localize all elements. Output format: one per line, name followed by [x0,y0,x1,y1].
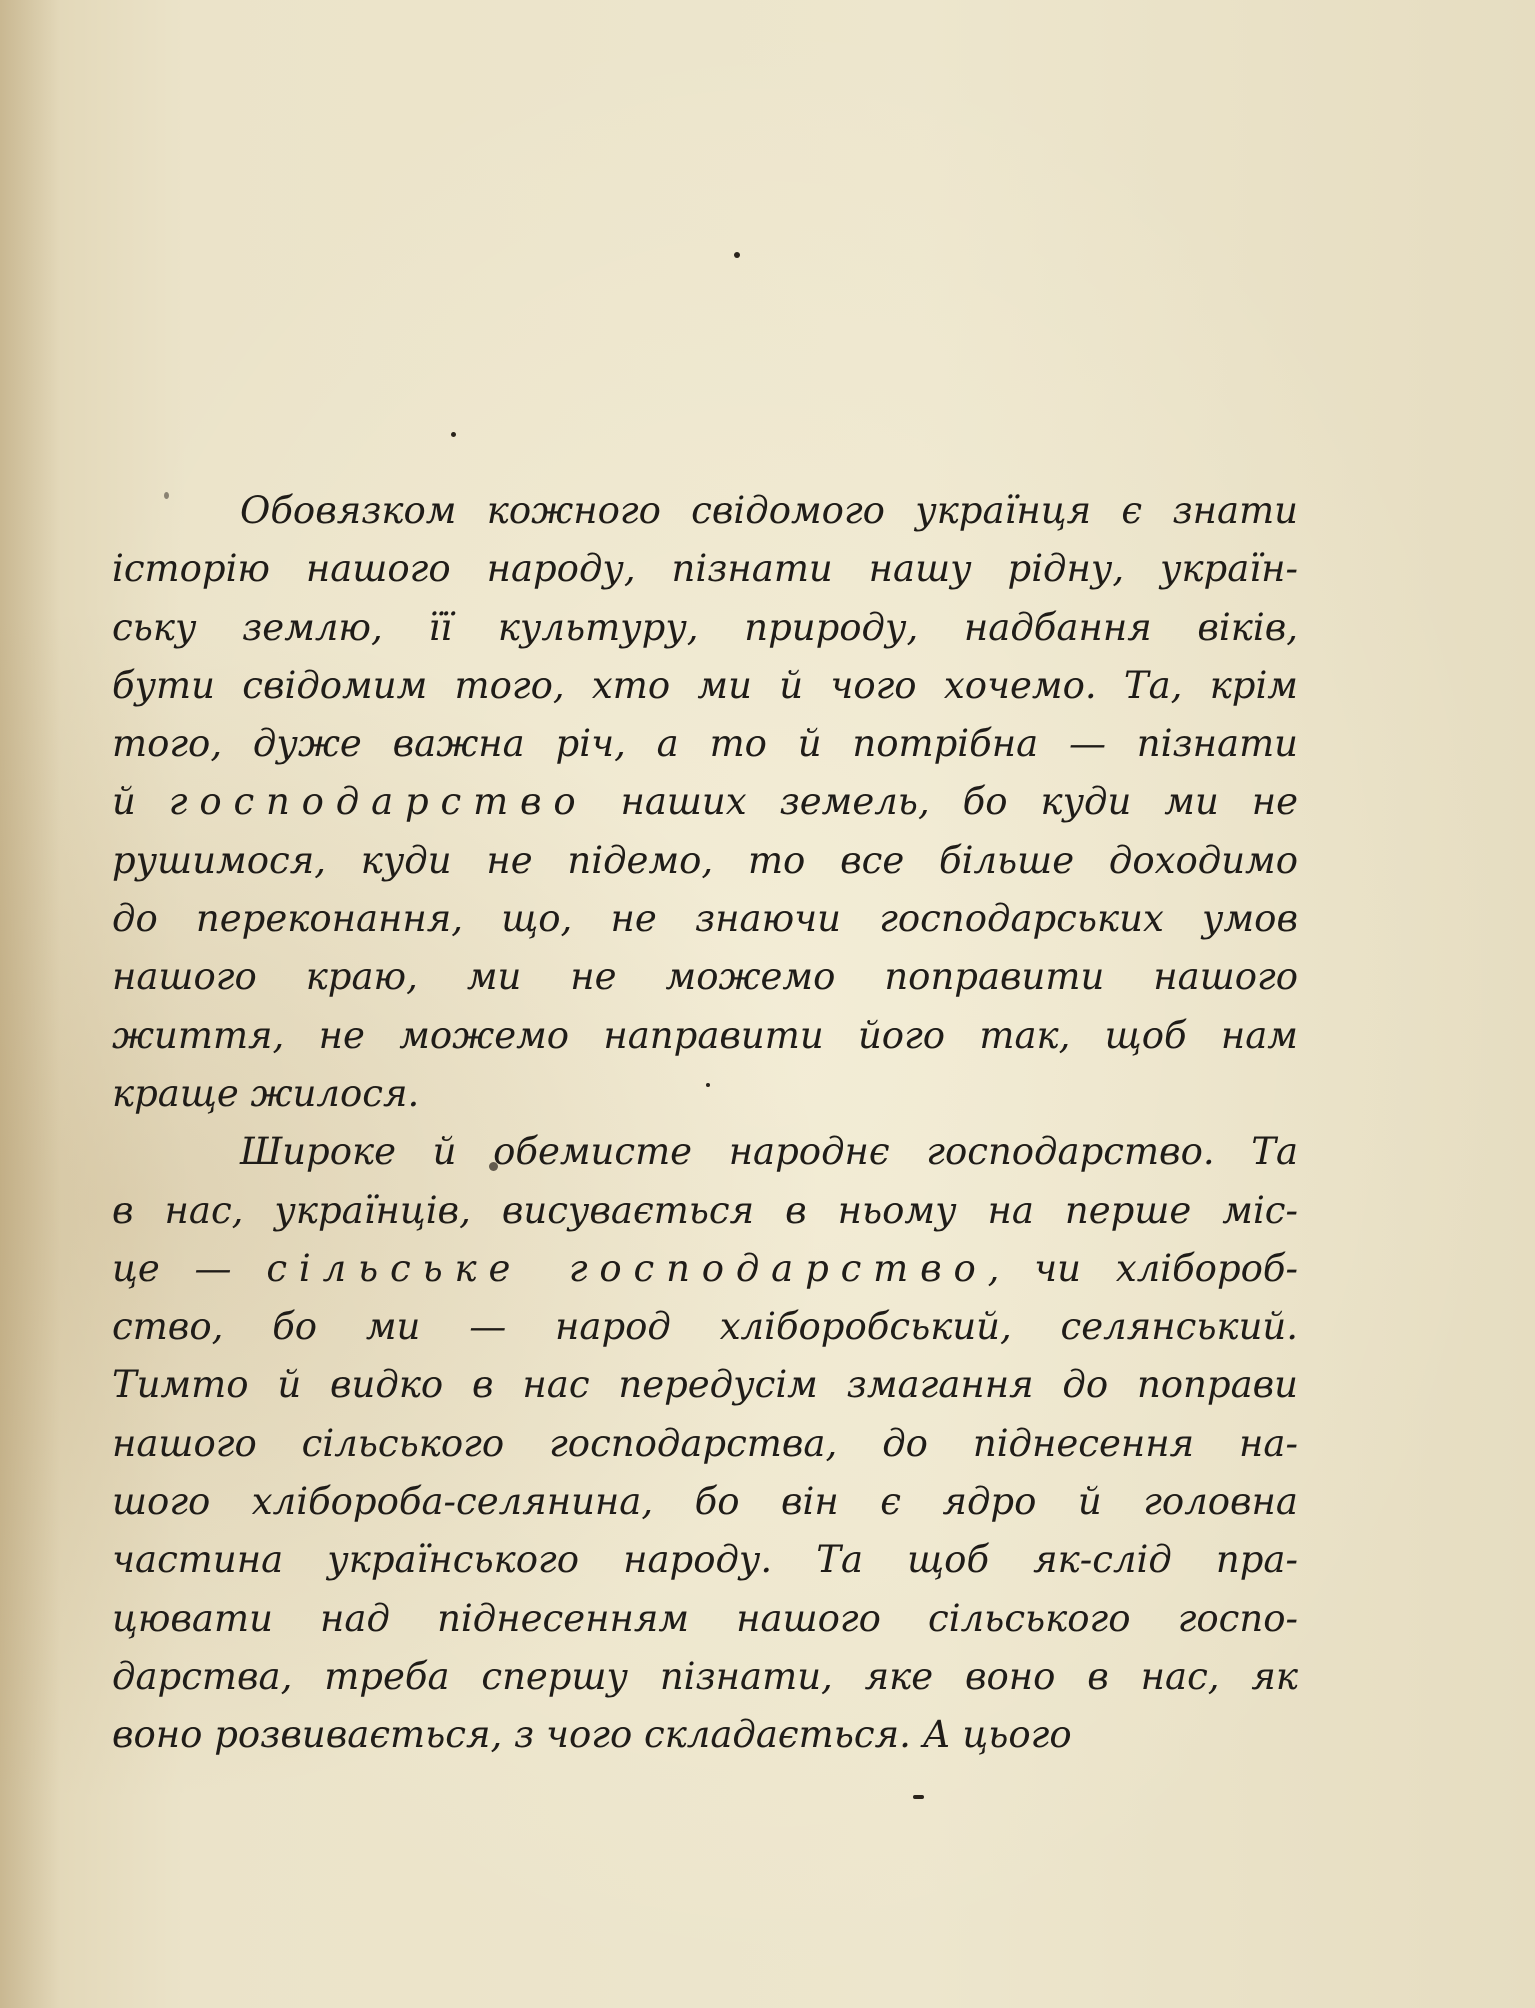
spaced-emphasis-text: сільське господарство [266,1246,988,1290]
text-line [112,657,1298,715]
text-line [112,1065,1298,1123]
text-segment: того, дуже важна річ, а то й потрібна — пізнати [112,722,1298,766]
text-line [112,1123,1298,1181]
text-line [112,482,1298,540]
text-segment: ську землю, її культуру, природу, надбання віків, [112,605,1298,649]
text-line [112,1007,1298,1065]
text-segment: до переконання, що, не знаючи господарських умов [112,897,1298,941]
text-line [112,540,1298,598]
text-segment: це — [112,1246,267,1290]
ink-speck [734,252,740,258]
text-line [112,1298,1298,1356]
text-line [112,832,1298,890]
text-line [112,1473,1298,1531]
text-segment: дарства, треба спершу пізнати, яке воно в нас, як [112,1654,1298,1698]
text-segment: наших земель, бо куди ми не [587,780,1298,824]
text-segment: ство, бо ми — народ хліборобський, селянський. [112,1305,1298,1349]
page-edge-shadow [0,0,60,2008]
text-segment: нашого краю, ми не можемо поправити нашого [112,955,1298,999]
text-segment: краще жилося. [112,1071,420,1115]
text-line [112,1240,1298,1298]
text-line [112,1648,1298,1706]
text-line [112,1356,1298,1414]
text-line [112,715,1298,773]
text-segment: цювати над піднесенням нашого сільського госпо- [112,1596,1298,1640]
text-segment: життя, не можемо направити його так, щоб нам [112,1013,1298,1057]
ink-speck [451,432,456,437]
text-segment: в нас, українців, висувається в ньому на перше міс- [112,1188,1298,1232]
text-segment: Обовязком кожного свідомого українця є знати [240,489,1298,532]
text-segment: Тимто й видко в нас передусім змагання до поправи [112,1363,1298,1407]
text-segment: частина українського народу. Та щоб як-слід пра- [112,1538,1298,1582]
text-segment: й [112,780,169,824]
text-segment: нашого сільського господарства, до піднесення на- [112,1421,1298,1465]
body-text [112,482,1298,1765]
spaced-emphasis-text: господарство [168,780,588,824]
text-line [112,948,1298,1006]
text-segment: воно розвивається, з чого складається. А цього [112,1713,1072,1757]
text-line [112,890,1298,948]
text-segment: Широке й обемисте народнє господарство. Та [240,1130,1298,1174]
text-line [112,1590,1298,1648]
text-segment: шого хлібороба-селянина, бо він є ядро й головна [112,1480,1298,1524]
text-line [112,1182,1298,1240]
text-line [112,1531,1298,1589]
text-segment: бути свідомим того, хто ми й чого хочемо. Та, крім [112,663,1298,707]
text-segment: рушимося, куди не підемо, то все більше доходимо [112,838,1298,882]
text-line [112,1415,1298,1473]
text-segment: історію нашого народу, пізнати нашу рідну, україн- [112,547,1298,591]
text-line [112,599,1298,657]
text-line [112,773,1298,831]
text-segment: , чи хлібороб- [987,1246,1298,1290]
ink-speck [913,1795,924,1799]
text-line [112,1706,1298,1764]
